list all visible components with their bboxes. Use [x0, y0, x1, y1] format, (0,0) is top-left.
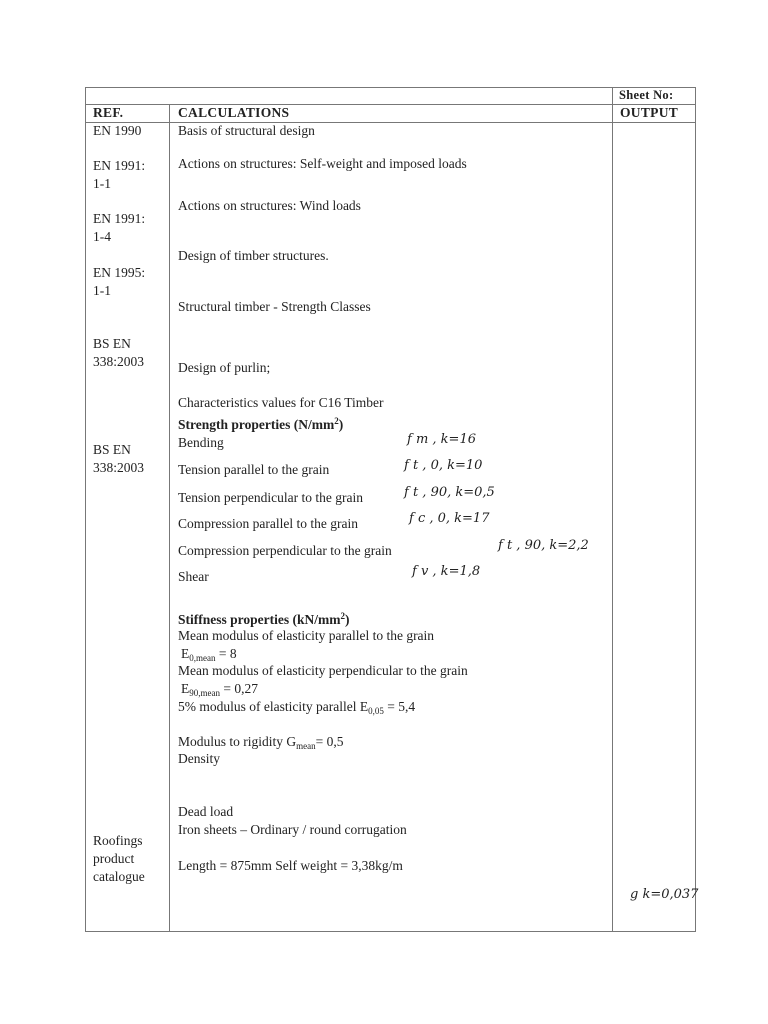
left-border: [85, 87, 86, 932]
calc-timber-design: Design of timber structures.: [178, 248, 329, 263]
ref-en1991-11-line1: EN 1991:: [93, 158, 146, 173]
ref-bsen-2-line1: BS EN: [93, 442, 131, 457]
calc-modulus-rigidity: Modulus to rigidity $G_{mean}= 0,5$: [178, 734, 344, 751]
ref-column-divider: [169, 104, 170, 932]
calc-dead-load: Dead load: [178, 804, 234, 819]
ref-bsen-2-line2: 338:2003: [93, 460, 145, 475]
strength-properties-heading: Strength properties $(N/mm^2)$: [178, 416, 344, 432]
ref-roofings-line1: Roofings: [93, 833, 143, 848]
calc-actions-wind: Actions on structures: Wind loads: [178, 198, 361, 213]
calc-shear: Shear: [178, 569, 209, 584]
calc-e90-mean: $E_{90,mean} = 0,27$: [181, 681, 258, 698]
calc-5pct-modulus: 5% modulus of elasticity parallel $E_{0,05} = 5,4$: [178, 699, 416, 716]
stiffness-properties-heading: Stiffness properties $(kN/mm^2)$: [178, 611, 350, 627]
right-border: [695, 87, 696, 932]
ref-en1991-14-line1: EN 1991:: [93, 211, 146, 226]
formula-fc90-k: f t , 90, k=2,2: [498, 538, 589, 553]
ref-bsen-1-line2: 338:2003: [93, 354, 145, 369]
calc-basis: Basis of structural design: [178, 123, 315, 138]
calc-iron-sheets: Iron sheets – Ordinary / round corrugation: [178, 822, 407, 837]
formula-fc0-k: f c , 0, k=17: [409, 511, 490, 526]
ref-header: REF.: [93, 105, 124, 120]
calculations-header: CALCULATIONS: [178, 105, 290, 120]
ref-roofings-line2: product: [93, 851, 135, 866]
calc-e0-mean: $E_{0,mean} = 8$: [181, 646, 237, 663]
calc-mean-modulus-parallel: Mean modulus of elasticity parallel to the grain: [178, 628, 435, 643]
bottom-border: [85, 931, 696, 932]
calculation-sheet: [85, 87, 699, 932]
calc-bending: Bending: [178, 435, 224, 450]
calc-tension-parallel: Tension parallel to the grain: [178, 462, 330, 477]
ref-en1995-line2: 1-1: [93, 283, 111, 298]
ref-bsen-1-line1: BS EN: [93, 336, 131, 351]
formula-fm-k: f m , k=16: [407, 432, 476, 447]
calc-tension-perpendicular: Tension perpendicular to the grain: [178, 490, 363, 505]
calc-actions-self-weight: Actions on structures: Self-weight and imposed loads: [178, 156, 467, 171]
output-header: OUTPUT: [620, 105, 679, 120]
calc-length-self-weight: Length = 875mm Self weight = 3,38kg/m: [178, 858, 403, 873]
calc-strength-classes: Structural timber - Strength Classes: [178, 299, 371, 314]
calc-purlin: Design of purlin;: [178, 360, 271, 375]
ref-en1991-14-line2: 1-4: [93, 229, 111, 244]
ref-roofings-line3: catalogue: [93, 869, 145, 884]
calc-mean-modulus-perpendicular: Mean modulus of elasticity perpendicular to the grain: [178, 663, 468, 678]
header-divider-2: [85, 122, 696, 123]
ref-en1990: EN 1990: [93, 123, 142, 138]
formula-ft90-k: f t , 90, k=0,5: [404, 485, 495, 500]
header-divider-1: [85, 104, 696, 105]
calc-compression-parallel: Compression parallel to the grain: [178, 516, 358, 531]
formula-fv-k: f v , k=1,8: [412, 564, 481, 579]
ref-en1991-11-line2: 1-1: [93, 176, 111, 191]
sheet-no-label: Sheet No:: [619, 88, 674, 102]
output-gk: g k=0,037: [630, 887, 699, 902]
ref-en1995-line1: EN 1995:: [93, 265, 146, 280]
top-border: [85, 87, 696, 88]
calc-characteristic-values: Characteristics values for C16 Timber: [178, 395, 384, 410]
calc-density: Density: [178, 751, 220, 766]
formula-ft0-k: f t , 0, k=10: [404, 458, 483, 473]
calc-compression-perpendicular: Compression perpendicular to the grain: [178, 543, 392, 558]
output-column-divider: [612, 87, 613, 932]
